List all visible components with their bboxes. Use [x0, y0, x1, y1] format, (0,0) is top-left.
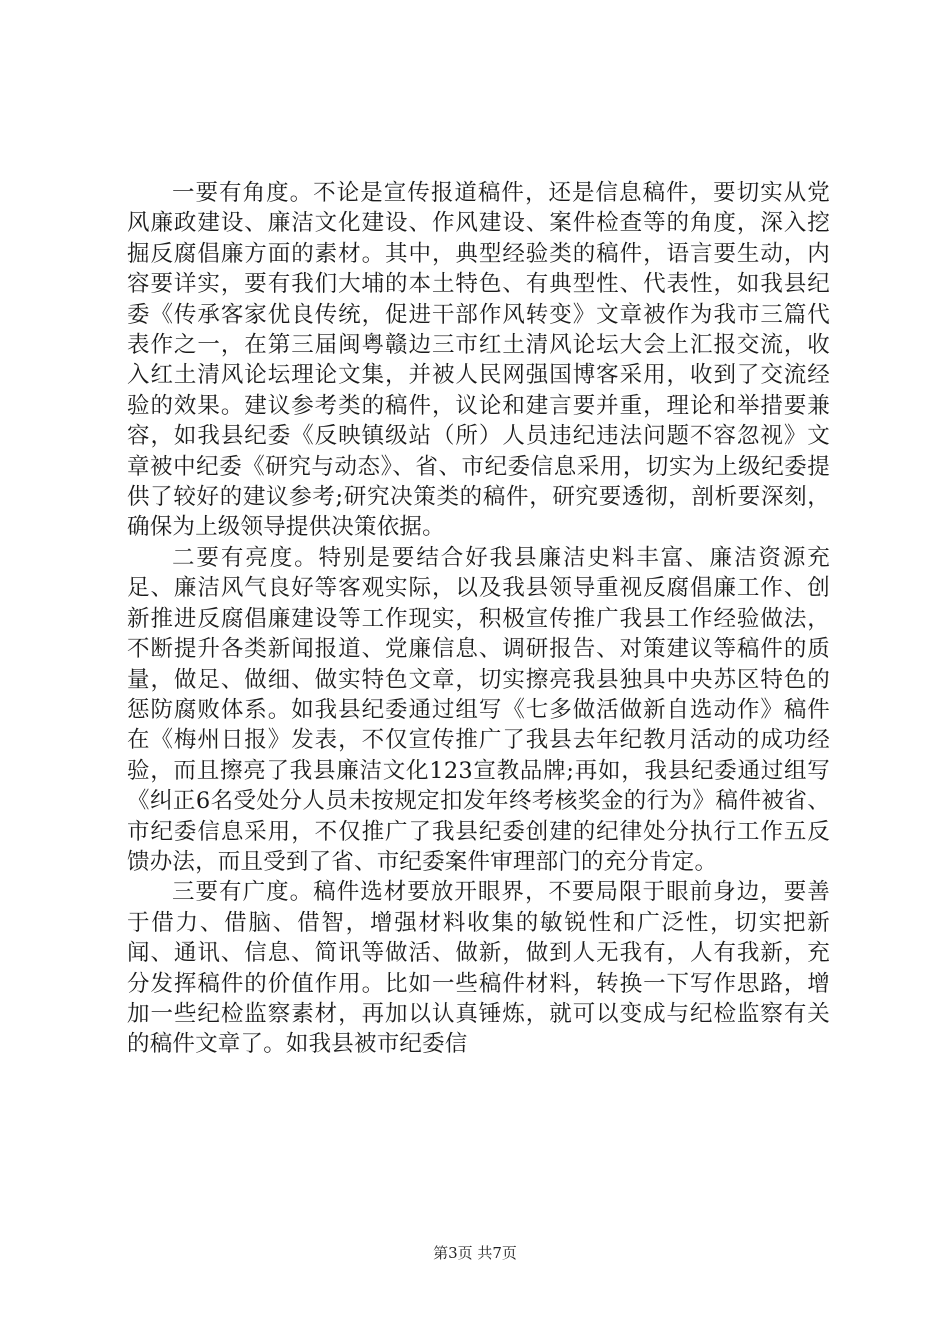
paragraph-breadth: 三要有广度。稿件选材要放开眼界，不要局限于眼前身边，要善于借力、借脑、借智，增强材料收集的敏锐性和广泛性，切实把新闻、通讯、信息、简讯等做活、做新，做到人无我有，人有我新，充分发挥稿件的价值作用。比如一些稿件材料，转换一下写作思路，增加一些纪检监察素材，再加以认真锤炼，就可以变成与纪检监察有关的稿件文章了。如我县被市纪委信 — [127, 879, 830, 1058]
document-body — [127, 178, 830, 1060]
paragraph-brightness: 二要有亮度。特别是要结合好我县廉洁史料丰富、廉洁资源充足、廉洁风气良好等客观实际，以及我县领导重视反腐倡廉工作、创新推进反腐倡廉建设等工作现实，积极宣传推广我县工作经验做法，不断提升各类新闻报道、党廉信息、调研报告、对策建议等稿件的质量，做足、做细、做实特色文章，切实擦亮我县独具中央苏区特色的惩防腐败体系。如我县纪委通过组写《七多做活做新自选动作》稿件在《梅州日报》发表，不仅宣传推广了我县去年纪教月活动的成功经验，而且擦亮了我县廉洁文化123宣教品牌;再如，我县纪委通过组写《纠正6名受处分人员未按规定扣发年终考核奖金的行为》稿件被省、市纪委信息采用，不仅推广了我县纪委创建的纪律处分执行工作五反馈办法，而且受到了省、市纪委案件审理部门的充分肯定。 — [127, 544, 830, 875]
page-footer: 第3页 共7页 — [433, 1244, 517, 1262]
paragraph-angle: 一要有角度。不论是宣传报道稿件，还是信息稿件，要切实从党风廉政建设、廉洁文化建设、作风建设、案件检查等的角度，深入挖掘反腐倡廉方面的素材。其中，典型经验类的稿件，语言要生动，内容要详实，要有我们大埔的本土特色、有典型性、代表性，如我县纪委《传承客家优良传统，促进干部作风转变》文章被作为我市三篇代表作之一，在第三届闽粤赣边三市红土清风论坛大会上汇报交流，收入红土清风论坛理论文集，并被人民网强国博客采用，收到了交流经验的效果。建议参考类的稿件，议论和建言要并重，理论和举措要兼容，如我县纪委《反映镇级站（所）人员违纪违法问题不容忽视》文章被中纪委《研究与动态》、省、市纪委信息采用，切实为上级纪委提供了较好的建议参考;研究决策类的稿件，研究要透彻，剖析要深刻，确保为上级领导提供决策依据。 — [127, 180, 830, 541]
